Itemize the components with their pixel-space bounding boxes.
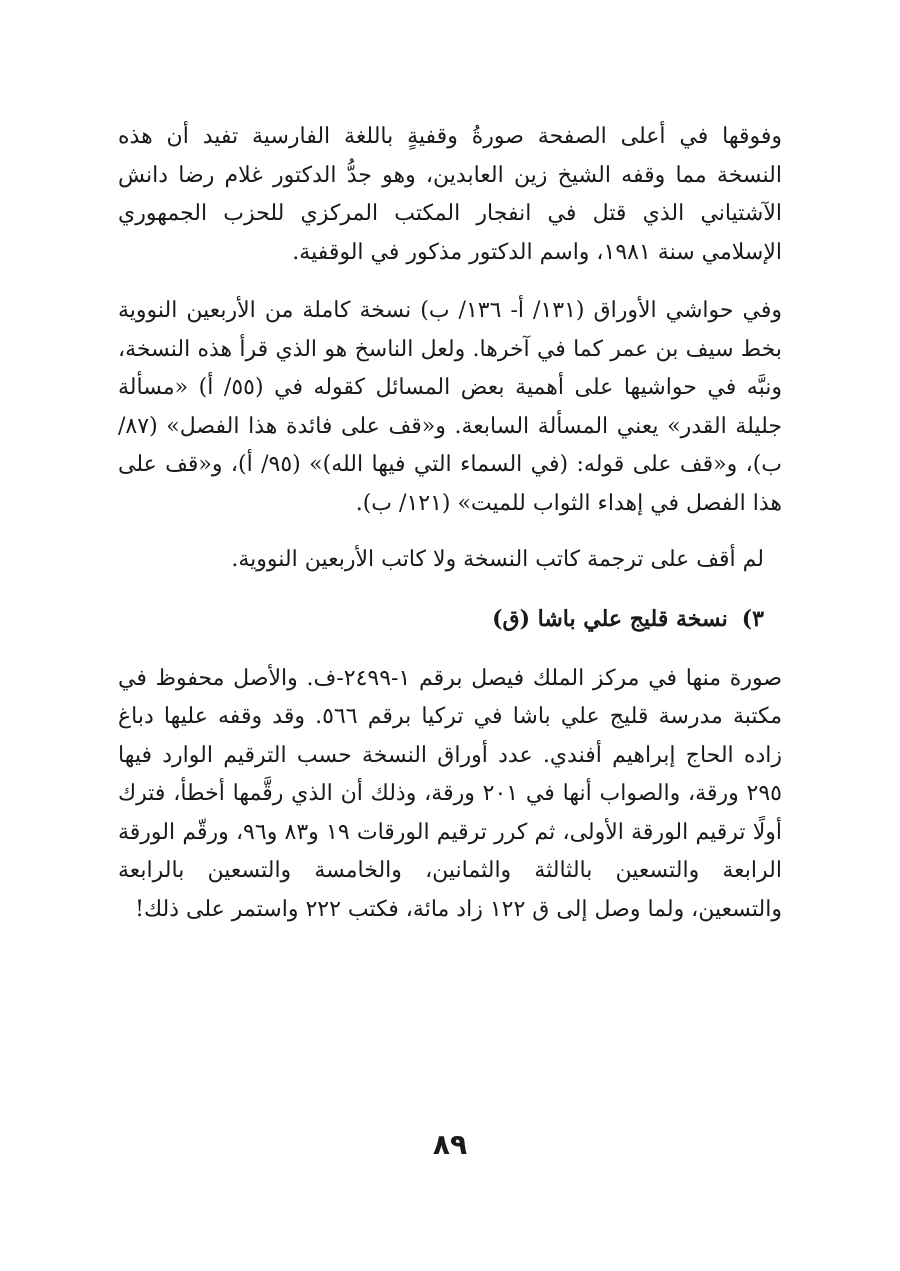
section-heading	[118, 600, 782, 638]
section-heading-number: ٣)	[741, 605, 764, 632]
page-number: ٨٩	[432, 1128, 468, 1161]
paragraph-copyist-note: لم أقف على ترجمة كاتب النسخة ولا كاتب الأربعين النووية.	[231, 547, 764, 572]
paragraph-waqf-note: وفوقها في أعلى الصفحة صورةُ وقفيةٍ باللغة الفارسية تفيد أن هذه النسخة مما وقفه الشيخ زين العابدين، وهو جدُّ الدكتور غلام رضا دانش الآشتياني الذي قتل في انفجار المكتب المركزي للحزب الجمهوري الإسلامي سنة ١٩٨١، واسم الدكتور مذكور في الوقفية.	[118, 124, 782, 265]
section-heading-title: نسخة قليج علي باشا (ق)	[492, 605, 728, 632]
page-body	[118, 118, 782, 929]
paragraph-manuscript-description: صورة منها في مركز الملك فيصل برقم ١-٢٤٩٩-ف. والأصل محفوظ في مكتبة مدرسة قليج علي باشا في تركيا برقم ٥٦٦. وقد وقفه عليها دباغ زاده الحاج إبراهيم أفندي. عدد أوراق النسخة حسب الترقيم الوارد فيها ٢٩٥ ورقة، والصواب أنها في ٢٠١ ورقة، وذلك أن الذي رقَّمها أخطأ، فترك أولًا ترقيم الورقة الأولى، ثم كرر ترقيم الورقات ١٩ و٨٣ و٩٦، ورقّم الورقة الرابعة والتسعين بالثالثة والثمانين، والخامسة والتسعين بالرابعة والتسعين، ولما وصل إلى ق ١٢٢ زاد مائة، فكتب ٢٢٢ واستمر على ذلك!	[118, 665, 783, 922]
paragraph-margin-notes: وفي حواشي الأوراق (١٣١/ أ- ١٣٦/ ب) نسخة كاملة من الأربعين النووية بخط سيف بن عمر كما في آخرها. ولعل الناسخ هو الذي قرأ هذه النسخة، ونبَّه في حواشيها على أهمية بعض المسائل كقوله في (٥٥/ أ) «مسألة جليلة القدر» يعني المسألة السابعة. و«قف على فائدة هذا الفصل» (٨٧/ ب)، و«قف على قوله: (في السماء التي فيها الله)» (٩٥/ أ)، و«قف على هذا الفصل في إهداء الثواب للميت» (١٢١/ ب).	[118, 298, 783, 516]
